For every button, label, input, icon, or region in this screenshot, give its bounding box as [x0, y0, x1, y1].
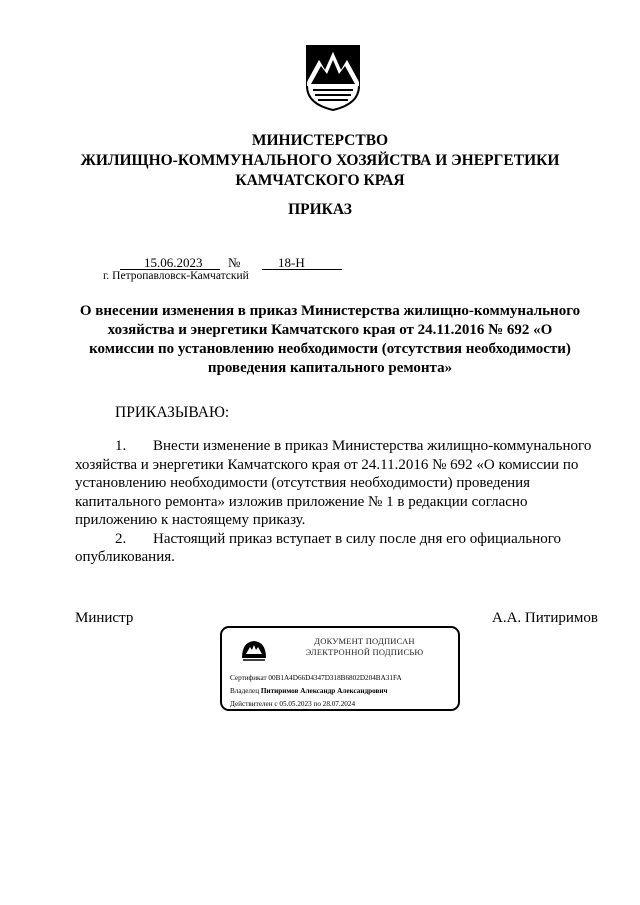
item-text: Настоящий приказ вступает в силу после дня его официального	[153, 530, 562, 547]
order-body	[75, 437, 605, 567]
signatory-position: Министр	[75, 610, 134, 626]
item-1-line: хозяйства и энергетики Камчатского края от 24.11.2016 № 692 «О комиссии по	[75, 456, 579, 473]
subject-line: комиссии по установлению необходимости (отсутствия необходимости)	[89, 341, 571, 357]
owner-row	[230, 685, 402, 698]
item-1-line: капитального ремонта» изложив приложение № 1 в редакции согласно	[75, 493, 528, 510]
document-date: 15.06.2023	[144, 255, 203, 270]
ministry-line: МИНИСТЕРСТВО	[251, 132, 389, 149]
item-number: 2.	[115, 530, 127, 547]
validity-value: с 05.05.2023 по 28.07.2024	[274, 700, 356, 708]
item-1-line: приложению к настоящему приказу.	[75, 512, 306, 528]
stamp-emblem-icon	[239, 638, 269, 662]
stamp-title	[272, 636, 457, 658]
stamp-title-line: ДОКУМЕНТ ПОДПИСАН	[314, 636, 415, 646]
date-number-line	[0, 255, 640, 273]
certificate-label: Сертификат	[230, 674, 267, 682]
subject-line: хозяйства и энергетики Камчатского края от 24.11.2016 № 692 «О	[107, 322, 553, 338]
document-type: ПРИКАЗ	[288, 201, 352, 218]
validity-label: Действителен	[230, 700, 273, 708]
order-word: ПРИКАЗЫВАЮ:	[115, 404, 230, 421]
certificate-value: 00B1A4D66D4347D318B6802D204BA31FA	[268, 674, 402, 682]
stamp-title-line: ЭЛЕКТРОННОЙ ПОДПИСЬЮ	[305, 647, 424, 657]
signatory-name: А.А. Питиримов	[492, 610, 598, 626]
order-subject	[60, 302, 600, 378]
owner-label: Владелец	[230, 687, 260, 695]
coat-of-arms-emblem	[303, 42, 363, 112]
item-1-first-line	[75, 437, 605, 456]
item-2-first-line	[75, 530, 605, 549]
ministry-name	[0, 131, 640, 191]
electronic-signature-stamp	[220, 626, 460, 711]
item-number: 1.	[115, 438, 127, 454]
validity-row	[230, 698, 402, 711]
city: г. Петропавловск-Камчатский	[103, 270, 249, 282]
ministry-line: ЖИЛИЩНО-КОММУНАЛЬНОГО ХОЗЯЙСТВА И ЭНЕРГЕТИКИ	[80, 152, 560, 169]
document-number: 18-Н	[278, 255, 305, 270]
subject-line: проведения капитального ремонта»	[207, 360, 453, 376]
stamp-details	[230, 672, 402, 711]
ministry-line: КАМЧАТСКОГО КРАЯ	[235, 172, 405, 189]
item-1-line: установлению необходимости (отсутствия необходимости) проведения	[75, 475, 531, 491]
item-2-line: опубликования.	[75, 549, 175, 565]
subject-line: О внесении изменения в приказ Министерства жилищно-коммунального	[79, 303, 581, 319]
item-text: Внести изменение в приказ Министерства жилищно-коммунального	[153, 438, 592, 454]
certificate-row	[230, 672, 402, 685]
number-sign: №	[228, 255, 241, 270]
owner-value: Питиримов Александр Александрович	[260, 687, 388, 695]
